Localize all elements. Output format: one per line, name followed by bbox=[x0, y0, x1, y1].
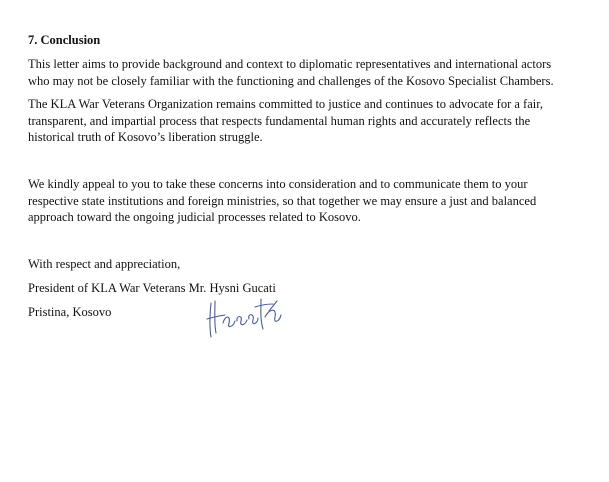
paragraph-line: respective state institutions and foreign ministries, so that together we may ensure a just and balanced bbox=[28, 193, 537, 208]
signatory-name: President of KLA War Veterans Mr. Hysni Gucati bbox=[28, 281, 276, 295]
paragraph-line: The KLA War Veterans Organization remains committed to justice and continues to advocate for a fair, bbox=[28, 97, 543, 111]
signature-ink bbox=[207, 299, 281, 337]
handwritten-signature bbox=[203, 293, 283, 341]
section-heading: 7. Conclusion bbox=[28, 33, 101, 47]
paragraph-line: historical truth of Kosovo’s liberation struggle. bbox=[28, 130, 263, 145]
paragraph-background bbox=[28, 56, 588, 89]
paragraph-line: This letter aims to provide background and context to diplomatic representatives and international actors bbox=[28, 57, 552, 71]
paragraph-line: transparent, and impartial process that respects fundamental human rights and accurately reflects the bbox=[28, 113, 531, 128]
closing-salutation: With respect and appreciation, bbox=[28, 257, 181, 271]
paragraph-commitment bbox=[28, 96, 588, 146]
paragraph-line: approach toward the ongoing judicial processes related to Kosovo. bbox=[28, 210, 361, 225]
paragraph-line: who may not be closely familiar with the functioning and challenges of the Kosovo Specialist Chambers. bbox=[28, 73, 554, 88]
signature-strokes bbox=[203, 293, 283, 341]
paragraph-line: We kindly appeal to you to take these concerns into consideration and to communicate them to your bbox=[28, 177, 528, 191]
paragraph-appeal bbox=[28, 176, 588, 226]
signatory-location: Pristina, Kosovo bbox=[28, 305, 112, 319]
